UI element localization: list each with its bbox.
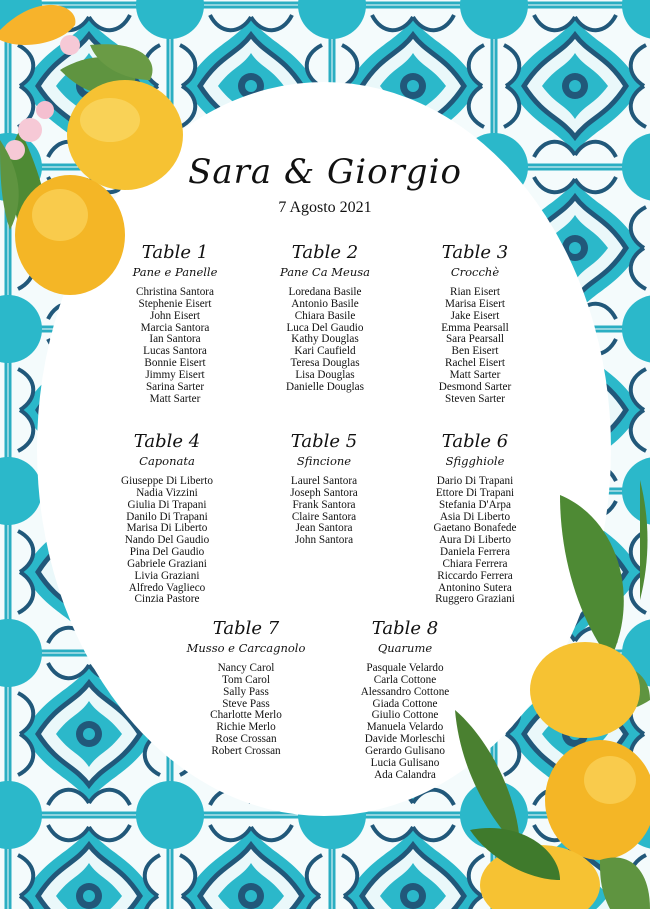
guest-name: Livia Graziani (134, 569, 200, 582)
table-name: Table 5 (290, 431, 358, 452)
table-name: Table 7 (212, 618, 280, 639)
guest-name: Gaetano Bonafede (433, 522, 517, 535)
guest-name: Lucia Gulisano (370, 756, 440, 769)
guest-name: Robert Crossan (211, 744, 281, 757)
guest-name: Matt Sarter (149, 392, 201, 405)
guest-name: Laurel Santora (290, 475, 358, 487)
guest-name: Chiara Basile (294, 309, 356, 322)
table-6 (400, 431, 550, 606)
guest-name: Richie Merlo (216, 721, 276, 734)
table-subtitle: Sfincione (296, 454, 352, 468)
guest-name: Ruggero Graziani (435, 593, 515, 606)
guest-name: Bonnie Eisert (144, 357, 206, 370)
guest-name: Antonino Sutera (438, 581, 512, 594)
guest-name: Kathy Douglas (291, 333, 359, 346)
guest-name: Marisa Eisert (445, 297, 505, 310)
guest-name: Sally Pass (223, 685, 269, 698)
guest-name: Carla Cottone (373, 673, 437, 686)
guest-name: Chiara Ferrera (442, 557, 508, 570)
guest-name: Daniela Ferrera (440, 546, 510, 559)
guest-list (92, 476, 242, 606)
table-subtitle: Musso e Carcagnolo (186, 641, 306, 655)
guest-name: Rose Crossan (215, 733, 277, 746)
guest-name: Joseph Santora (290, 486, 358, 499)
guest-name: Steve Pass (222, 697, 270, 710)
table-subtitle: Caponata (139, 454, 195, 468)
guest-name: Kari Caufield (294, 345, 356, 358)
guest-name: Marcia Santora (140, 321, 210, 334)
guest-name: Desmond Sarter (438, 380, 512, 393)
guest-name: Antonio Basile (291, 297, 359, 310)
table-subtitle: Crocchè (450, 265, 500, 279)
guest-name: Lucas Santora (143, 345, 207, 358)
guest-name: Cinzia Pastore (134, 593, 200, 606)
table-name: Table 4 (133, 431, 201, 452)
guest-name: Giulia Di Trapani (127, 498, 207, 511)
table-subtitle: Sfigghiole (445, 454, 505, 468)
guest-name: John Santora (294, 534, 354, 547)
guest-name: Asia Di Liberto (439, 510, 511, 523)
guest-name: Marisa Di Liberto (126, 522, 208, 535)
guest-name: Pina Del Gaudio (129, 546, 205, 559)
guest-name: Rachel Eisert (445, 357, 505, 370)
guest-name: Aura Di Liberto (438, 534, 512, 547)
guest-name: Dario Di Trapani (436, 475, 514, 487)
guest-name: Teresa Douglas (290, 357, 360, 370)
guest-name: Alessandro Cottone (360, 685, 450, 698)
guest-name: Danielle Douglas (286, 380, 364, 393)
guest-name: Emma Pearsall (441, 321, 509, 334)
table-name: Table 1 (141, 242, 209, 263)
guest-list (250, 287, 400, 394)
guest-name: Gerardo Gulisano (365, 744, 445, 757)
guest-name: Danilo Di Trapani (126, 510, 208, 523)
wedding-date: 7 Agosto 2021 (278, 199, 372, 216)
guest-name: Ada Calandra (374, 768, 436, 781)
guest-name: Frank Santora (292, 498, 356, 511)
table-2 (250, 242, 400, 394)
table-8 (330, 618, 480, 781)
guest-name: Giada Cottone (372, 697, 438, 710)
table-5 (249, 431, 399, 547)
guest-name: Riccardo Ferrera (437, 569, 513, 582)
guest-name: Luca Del Gaudio (286, 321, 364, 334)
guest-name: Steven Sarter (445, 392, 505, 405)
guest-name: Charlotte Merlo (210, 709, 282, 722)
guest-name: Nadia Vizzini (136, 486, 198, 499)
guest-list (171, 663, 321, 758)
guest-name: Ben Eisert (451, 345, 499, 358)
guest-name: Ian Santora (149, 333, 201, 346)
table-subtitle: Quarume (377, 641, 433, 655)
guest-name: Ettore Di Trapani (435, 486, 515, 499)
guest-name: Nando Del Gaudio (124, 534, 210, 547)
guest-name: Matt Sarter (449, 368, 501, 381)
guest-name: Stefania D'Arpa (439, 498, 511, 511)
guest-name: Sarina Sarter (145, 380, 205, 393)
guest-name: Jake Eisert (450, 309, 500, 322)
guest-list (400, 476, 550, 606)
guest-name: Rian Eisert (449, 286, 501, 298)
table-name: Table 8 (371, 618, 439, 639)
guest-list (249, 476, 399, 547)
guest-list (330, 663, 480, 781)
guest-name: Lisa Douglas (295, 368, 355, 381)
guest-list (100, 287, 250, 405)
table-name: Table 3 (441, 242, 509, 263)
table-3 (400, 242, 550, 405)
guest-name: Christina Santora (136, 286, 214, 298)
guest-name: Davide Morleschi (364, 733, 446, 746)
guest-name: Sara Pearsall (445, 333, 505, 346)
guest-list (400, 287, 550, 405)
guest-name: Giuseppe Di Liberto (121, 475, 213, 487)
table-name: Table 2 (291, 242, 359, 263)
guest-name: Loredana Basile (288, 286, 362, 298)
couple-names: Sara & Giorgio (188, 152, 462, 192)
guest-name: Claire Santora (291, 510, 357, 523)
guest-name: John Eisert (149, 309, 201, 322)
table-subtitle: Pane Ca Meusa (279, 265, 370, 279)
table-4 (92, 431, 242, 606)
guest-name: Gabriele Graziani (127, 557, 207, 570)
table-7 (171, 618, 321, 758)
guest-name: Tom Carol (222, 673, 270, 686)
table-name: Table 6 (441, 431, 509, 452)
guest-name: Jean Santora (295, 522, 353, 535)
guest-name: Nancy Carol (217, 662, 275, 674)
guest-name: Pasquale Velardo (366, 662, 444, 674)
guest-name: Manuela Velardo (366, 721, 444, 734)
guest-name: Giulio Cottone (371, 709, 439, 722)
guest-name: Stephenie Eisert (138, 297, 212, 310)
guest-name: Jimmy Eisert (145, 368, 205, 381)
table-1 (100, 242, 250, 405)
table-subtitle: Pane e Panelle (132, 265, 218, 279)
guest-name: Alfredo Vaglieco (128, 581, 206, 594)
